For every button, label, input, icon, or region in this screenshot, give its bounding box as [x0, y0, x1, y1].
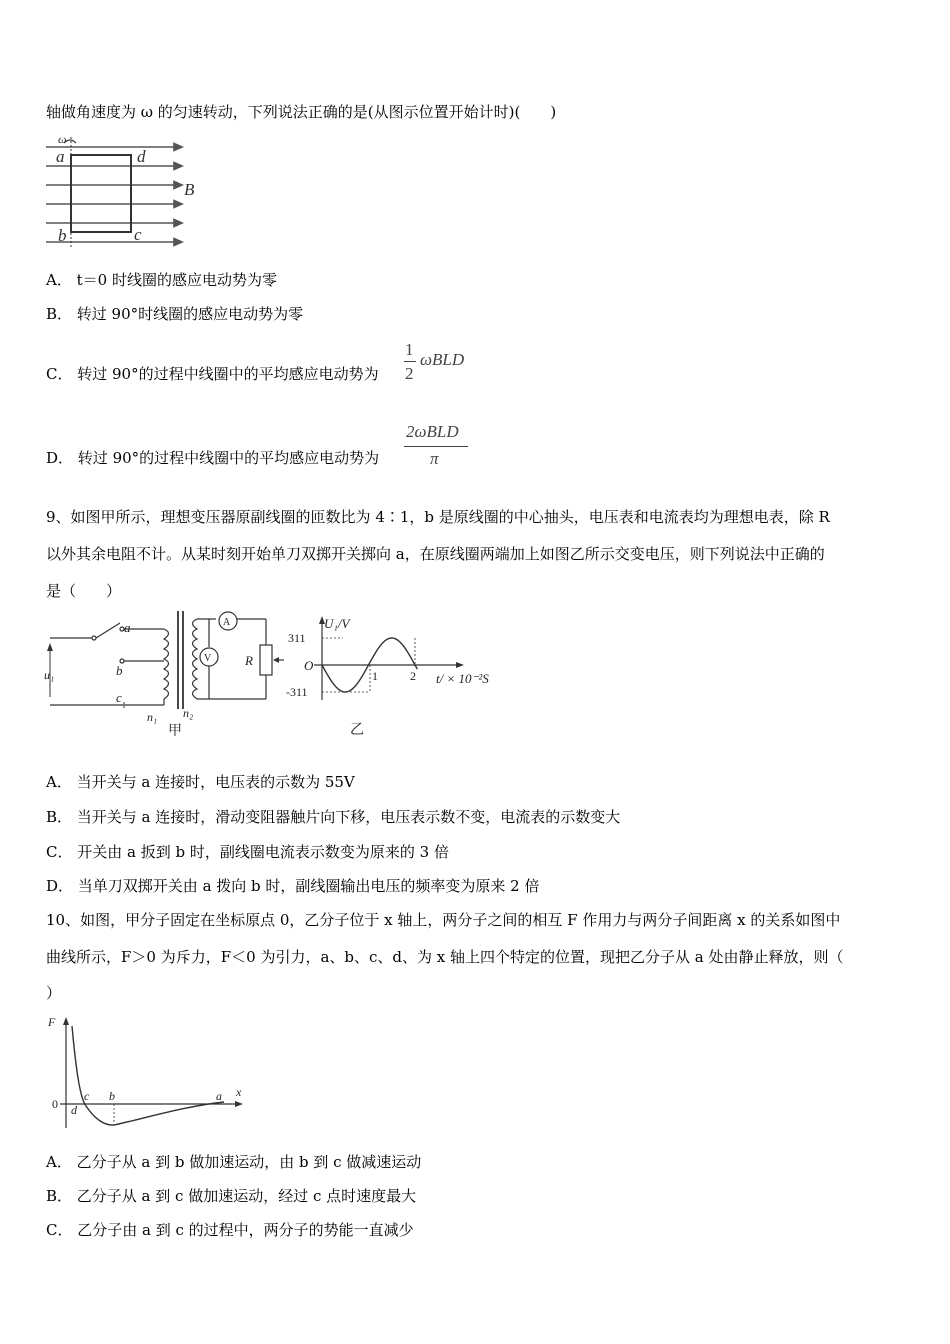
q8-label-b: b	[58, 226, 67, 245]
q10-force-curve	[72, 1026, 224, 1125]
q9-n1-label: n₁	[147, 710, 158, 724]
q10-force-figure	[46, 1010, 250, 1136]
formula-c-tail: ωBLD	[420, 350, 465, 369]
q10-a-label: a	[216, 1089, 222, 1103]
q9-option-c: C． 开关由 a 扳到 b 时，副线圈电流表示数变为原来的 3 倍	[46, 843, 449, 861]
formula-d-denominator: π	[430, 449, 439, 468]
q9-stem-line-2: 以外其余电阻不计。从某时刻开始单刀双掷开关掷向 a，在原线圈两端加上如图乙所示交变电压，则下列说法中正确的	[46, 545, 825, 563]
q8-option-b: B． 转过 90°时线圈的感应电动势为零	[46, 305, 304, 323]
q8-formula-d	[404, 422, 474, 470]
formula-d-numerator: 2ωBLD	[406, 422, 459, 441]
q9-tick-1: 1	[372, 669, 378, 683]
q10-F-label: F	[48, 1015, 56, 1029]
q10-x-label: x	[236, 1085, 242, 1099]
q9-circuit-figure	[44, 605, 290, 740]
q8-stem: 轴做角速度为 ω 的匀速转动，下列说法正确的是(从图示位置开始计时)( )	[46, 103, 557, 121]
q8-option-d: D． 转过 90°的过程中线圈中的平均感应电动势为	[46, 449, 380, 467]
formula-c-numerator: 1	[405, 340, 414, 359]
q9-stem-line-3: 是（ ）	[46, 582, 122, 600]
q10-option-a: A． 乙分子从 a 到 b 做加速运动，由 b 到 c 做减速运动	[46, 1153, 422, 1171]
q9-x-axis-label: t/ × 10⁻²S	[436, 671, 489, 686]
q9-tick-2: 2	[410, 669, 416, 683]
q9-n2-label: n₂	[183, 706, 194, 720]
q10-stem-line-3: ）	[46, 984, 62, 1002]
q9-stem-line-1: 9、如图甲所示，理想变压器原副线圈的匝数比为 4∶1，b 是原线圈的中心抽头，电压表和电流表均为理想电表，除 R	[46, 508, 830, 526]
q8-formula-c	[402, 340, 482, 386]
q8-label-c: c	[134, 225, 142, 244]
q8-omega-label: ω	[58, 133, 67, 146]
q10-d-label: d	[71, 1103, 77, 1117]
q9-switch-b-label: b	[116, 663, 123, 678]
q10-c-label: c	[84, 1089, 90, 1103]
q8-figure	[44, 133, 204, 251]
q9-u1-label: u₁	[44, 668, 55, 682]
q9-option-b: B． 当开关与 a 连接时，滑动变阻器触片向下移，电压表示数不变，电流表的示数变大	[46, 808, 621, 826]
q9-figure-yi-caption: 乙	[350, 723, 364, 738]
formula-c-denominator: 2	[405, 364, 414, 383]
q10-option-b: B． 乙分子从 a 到 c 做加速运动，经过 c 点时速度最大	[46, 1187, 417, 1205]
q9-switch-a-label: a	[124, 620, 131, 635]
q9-voltage-figure	[286, 612, 508, 738]
q9-figure-jia-caption: 甲	[168, 724, 182, 739]
q8-option-c: C． 转过 90°的过程中线圈中的平均感应电动势为	[46, 365, 379, 383]
q10-option-c: C． 乙分子由 a 到 c 的过程中，两分子的势能一直减少	[46, 1221, 414, 1239]
q8-label-B: B	[184, 180, 195, 199]
q9-option-d: D． 当单刀双掷开关由 a 拨向 b 时，副线圈输出电压的频率变为原来 2 倍	[46, 877, 540, 895]
q8-label-d: d	[137, 147, 146, 166]
q9-resistor-label: R	[245, 653, 253, 668]
q9-y-axis-label: U₁/V	[324, 616, 350, 631]
q10-origin-label: 0	[52, 1097, 58, 1111]
q9-ymax-label: 311	[288, 631, 306, 645]
q10-stem-line-1: 10、如图，甲分子固定在坐标原点 0，乙分子位于 x 轴上，两分子之间的相互 F 作用力与两分子间距离 x 的关系如图中	[46, 911, 841, 929]
q9-option-a: A． 当开关与 a 连接时，电压表的示数为 55V	[46, 773, 355, 791]
voltmeter-icon: V	[204, 653, 212, 664]
q9-switch-c-label: c	[116, 690, 122, 705]
q8-label-a: a	[56, 147, 65, 166]
q10-stem-line-2: 曲线所示，F＞0 为斥力，F＜0 为引力，a、b、c、d、为 x 轴上四个特定的位置，现把乙分子从 a 处由静止释放，则（	[46, 948, 844, 966]
q8-option-a: A． t＝0 时线圈的感应电动势为零	[46, 271, 277, 289]
q9-ymin-label: -311	[286, 685, 308, 699]
q9-origin-label: O	[304, 658, 314, 673]
ammeter-icon: A	[223, 617, 231, 628]
q10-b-label: b	[109, 1089, 115, 1103]
